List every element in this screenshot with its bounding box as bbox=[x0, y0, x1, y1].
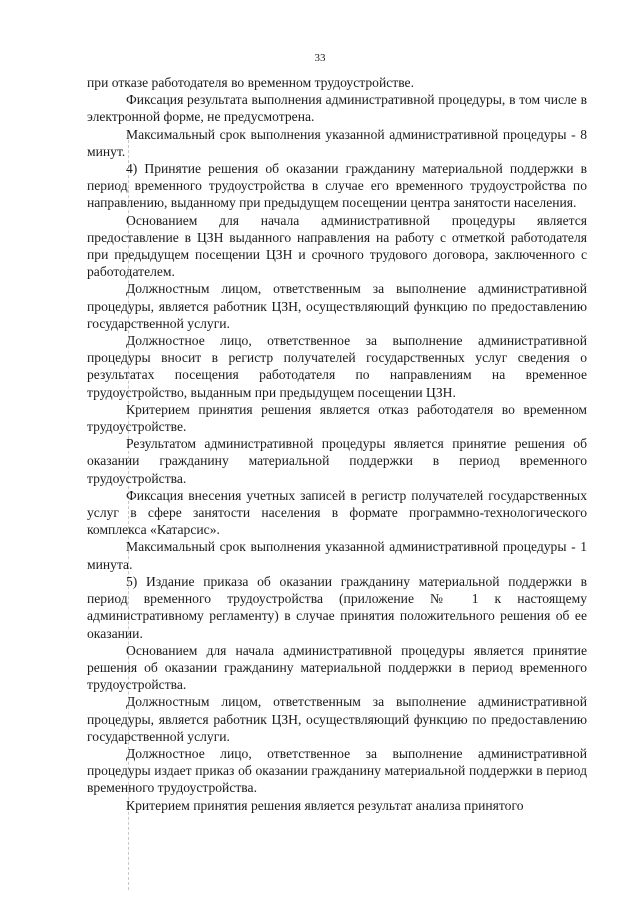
paragraph-procedure-4-action: Должностное лицо, ответственное за выполнение административной процедуры вносит в регистр получателей государственных услуг сведения о результатах посещения работодателя по направлениям на временное трудоустройство, выданным при предыдущем посещении ЦЗН. bbox=[87, 333, 587, 400]
paragraph-procedure-5-title: 5) Издание приказа об оказании гражданину материальной поддержки в период временного трудоустройства (приложение № 1 к настоящему административному регламенту) в случае принятия положительного решения об ее оказании. bbox=[87, 573, 587, 641]
paragraph-max-time-1: Максимальный срок выполнения указанной административной процедуры - 1 минута. bbox=[87, 539, 587, 572]
paragraph-procedure-5-action: Должностное лицо, ответственное за выполнение административной процедуры издает приказ об оказании гражданину материальной поддержки в период временного трудоустройства. bbox=[87, 745, 587, 796]
paragraph-procedure-4-result: Результатом административной процедуры является принятие решения об оказании гражданину материальной поддержки в период временного трудоустройства. bbox=[87, 436, 587, 486]
paragraph-procedure-4-fixation: Фиксация внесения учетных записей в регистр получателей государственных услуг в сфере занятости населения в формате программно-технологического комплекса «Катарсис». bbox=[87, 487, 587, 538]
paragraph-procedure-4-title: 4) Принятие решения об оказании гражданину материальной поддержки в период временного трудоустройства в случае его временного трудоустройства по направлению, выданному при предыдущем посещении центра занятости населения. bbox=[87, 161, 587, 211]
paragraph-fixation-result: Фиксация результата выполнения административной процедуры, в том числе в электронной форме, не предусмотрена. bbox=[87, 92, 587, 125]
paragraph-procedure-5-basis: Основанием для начала административной процедуры является принятие решения об оказании гражданину материальной поддержки в период временного трудоустройства. bbox=[87, 642, 587, 693]
paragraph-procedure-5-responsible: Должностным лицом, ответственным за выполнение административной процедуры, является работник ЦЗН, осуществляющий функцию по предоставлению государственной услуги. bbox=[87, 694, 587, 744]
page-number: 33 bbox=[314, 52, 326, 64]
paragraph-procedure-4-responsible: Должностным лицом, ответственным за выполнение административной процедуры, является работник ЦЗН, осуществляющий функцию по предоставлению государственной услуги. bbox=[87, 281, 587, 331]
paragraph-max-time-8: Максимальный срок выполнения указанной административной процедуры - 8 минут. bbox=[87, 126, 587, 159]
document-body bbox=[87, 74, 587, 814]
paragraph-refusal-end: при отказе работодателя во временном трудоустройстве. bbox=[87, 75, 414, 90]
paragraph-procedure-5-criterion: Критерием принятия решения является результат анализа принятого bbox=[126, 797, 524, 813]
paragraph-procedure-4-basis: Основанием для начала административной процедуры является предоставление в ЦЗН выданного направления на работу с отметкой работодателя при предыдущем посещении ЦЗН и срочного трудового договора, заключенного с работодателем. bbox=[87, 212, 587, 280]
paragraph-procedure-4-criterion: Критерием принятия решения является отказ работодателя во временном трудоустройстве. bbox=[87, 401, 587, 435]
